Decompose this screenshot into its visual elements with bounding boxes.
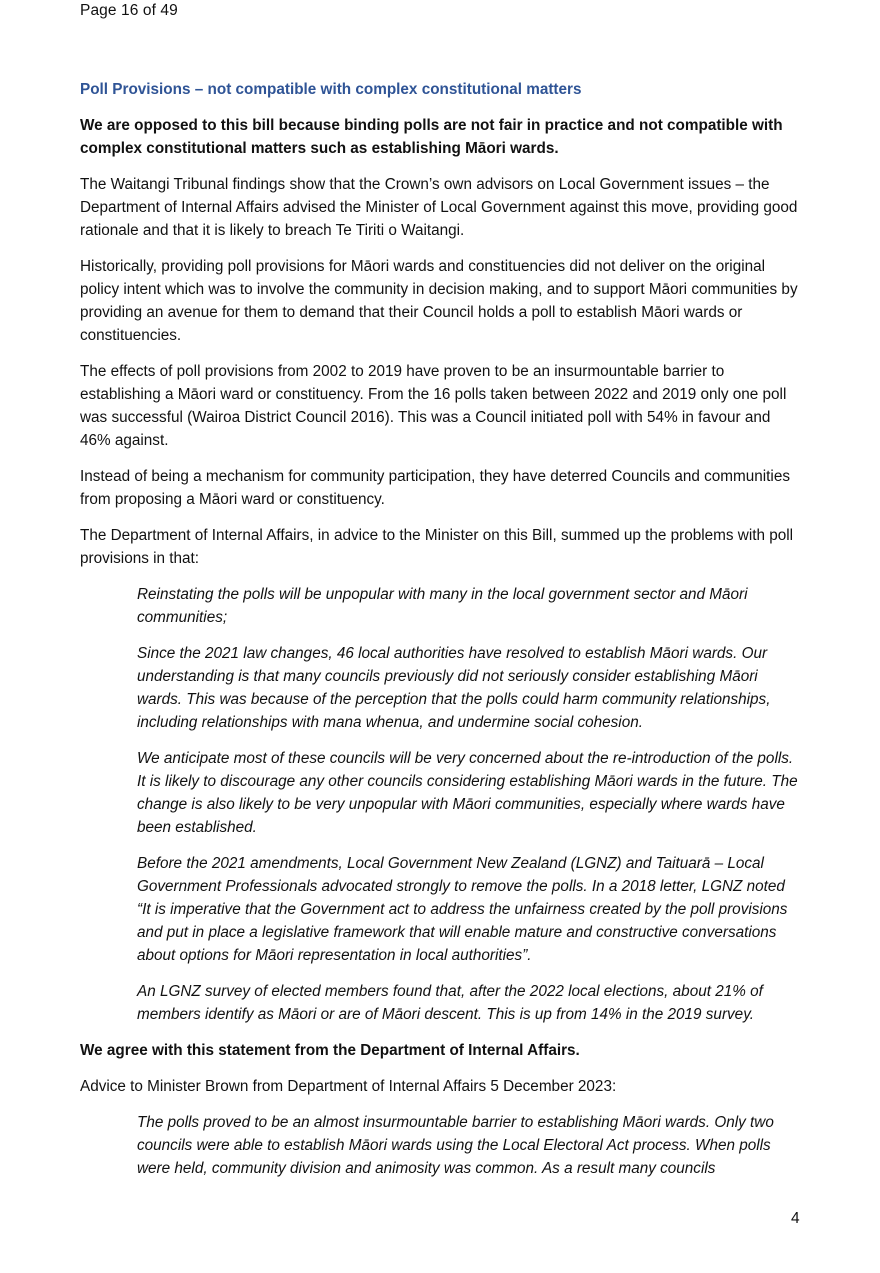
page-label: Page 16 of 49	[80, 2, 178, 19]
quote-lgnz-survey: An LGNZ survey of elected members found that, after the 2022 local elections, about 21% of members identify as Māori or are of Māori descent. This is up from 14% in the 2019 survey.	[137, 983, 763, 1023]
section-heading: Poll Provisions – not compatible with complex constitutional matters	[80, 81, 582, 98]
paragraph-agreement-statement: We agree with this statement from the Department of Internal Affairs.	[80, 1042, 580, 1059]
quote-insurmountable-barrier: The polls proved to be an almost insurmountable barrier to establishing Māori wards. Only two councils were able to establish Māori wards using the Local Electoral Act process. When polls were held, community division and animosity was common. As a result many councils	[137, 1114, 774, 1177]
paragraph-waitangi-findings: The Waitangi Tribunal findings show that the Crown’s own advisors on Local Government issues – the Department of Internal Affairs advised the Minister of Local Government against this move, providing good rationale and that it is likely to breach Te Tiriti o Waitangi.	[80, 176, 798, 239]
document-body	[80, 78, 802, 1193]
paragraph-dia-summary-intro: The Department of Internal Affairs, in advice to the Minister on this Bill, summed up the problems with poll provisions in that:	[80, 527, 794, 567]
paragraph-advice-reference: Advice to Minister Brown from Department of Internal Affairs 5 December 2023:	[80, 1078, 617, 1095]
page-number: 4	[791, 1210, 800, 1227]
quote-reinstating-polls: Reinstating the polls will be unpopular with many in the local government sector and Māori communities;	[137, 586, 748, 626]
paragraph-historical-context: Historically, providing poll provisions for Māori wards and constituencies did not deliver on the original policy intent which was to involve the community in decision making, and to support Māori communities by providing an avenue for them to demand that their Council holds a poll to establish Māori wards or constituencies.	[80, 258, 798, 344]
paragraph-deterrence: Instead of being a mechanism for community participation, they have deterred Councils and communities from proposing a Māori ward or constituency.	[80, 468, 790, 508]
quote-lgnz-advocacy: Before the 2021 amendments, Local Government New Zealand (LGNZ) and Taituarā – Local Government Professionals advocated strongly to remove the polls. In a 2018 letter, LGNZ noted “It is imperative that the Government act to address the unfairness created by the poll provisions and put in place a legislative framework that will enable mature and constructive conversations about options for Māori representation in local authorities”.	[137, 855, 788, 964]
paragraph-poll-effects: The effects of poll provisions from 2002 to 2019 have proven to be an insurmountable barrier to establishing a Māori ward or constituency. From the 16 polls taken between 2022 and 2019 only one poll was successful (Wairoa District Council 2016). This was a Council initiated poll with 54% in favour and 46% against.	[80, 363, 787, 449]
quote-councils-concerned: We anticipate most of these councils will be very concerned about the re-introduction of the polls. It is likely to discourage any other councils considering establishing Māori wards in the future. The change is also likely to be very unpopular with Māori communities, especially where wards have been established.	[137, 750, 798, 836]
quote-2021-law-changes: Since the 2021 law changes, 46 local authorities have resolved to establish Māori wards. Our understanding is that many councils previously did not seriously consider establishing Māori wards. This was because of the perception that the polls could harm community relationships, including relationships with mana whenua, and undermine social cohesion.	[137, 645, 771, 731]
paragraph-opposition-statement: We are opposed to this bill because binding polls are not fair in practice and not compatible with complex constitutional matters such as establishing Māori wards.	[80, 117, 783, 157]
